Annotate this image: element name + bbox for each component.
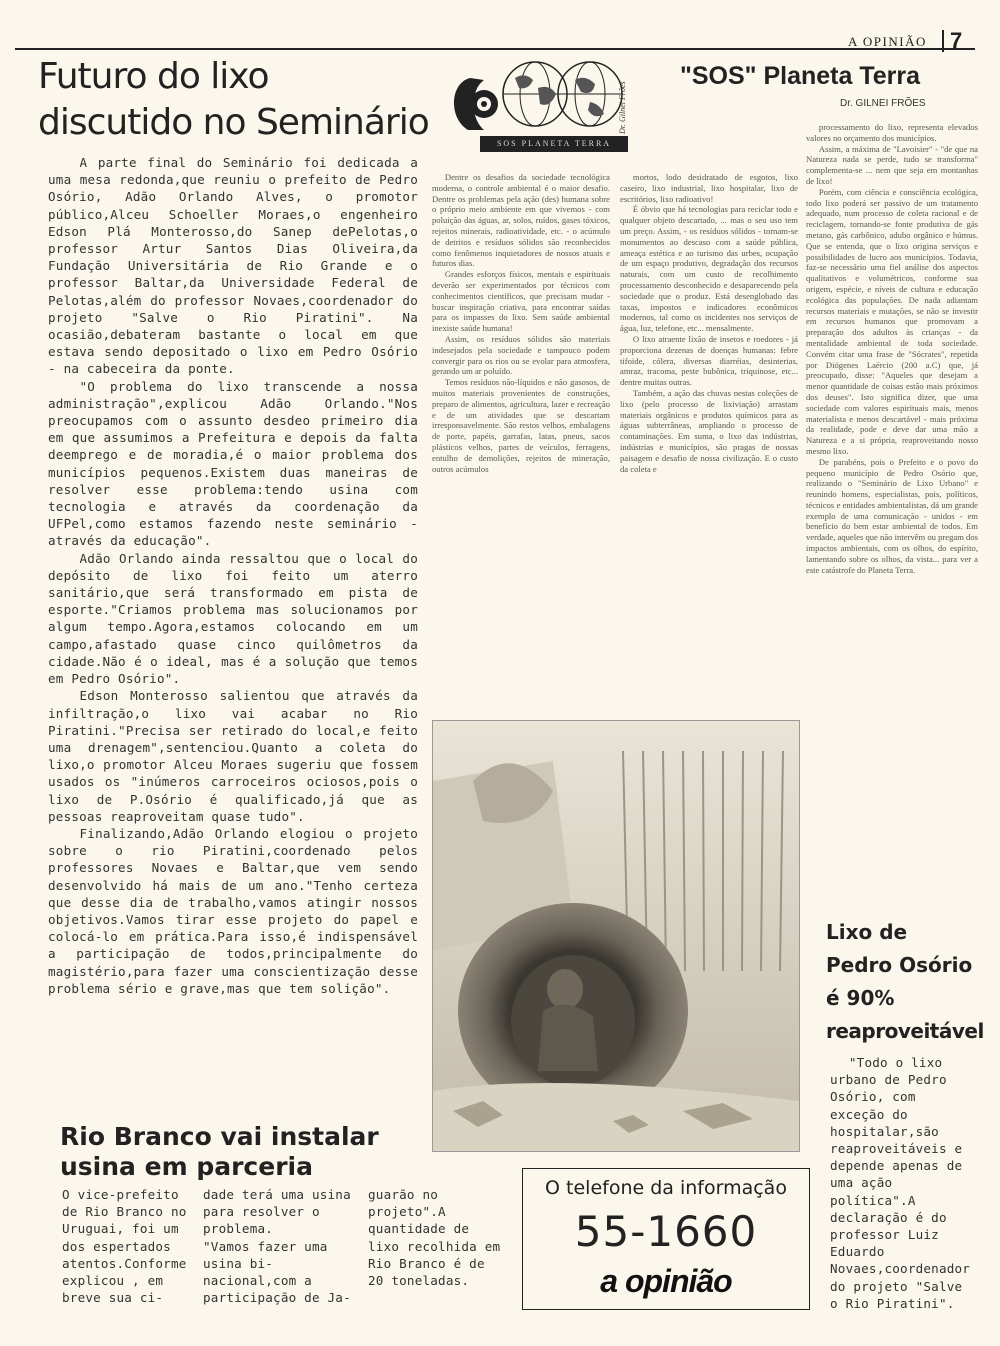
- sos-paragraph: processamento do lixo, representa elevados valores no orçamento dos municípios.: [806, 122, 978, 143]
- sos-paragraph: Também, a ação das chuvas nestas coleções de lixo (pelo processo de lixiviação) arrastam materiais orgânicos e produtos químicos para as águas subterrâneas, ampliando o processo de contaminações. Em suma, o lixo das indústrias, indústrias e municípios, são pragas de nossas paisagem e desafio de nossa civilização. E o custo da coleta e: [620, 387, 798, 474]
- main-headline-line2: discutido no Seminário: [38, 102, 429, 143]
- sos-paragraph: Temos resíduos não-líquidos e não gasosos, de muitos materiais provenientes de construções, preparo de alimentos, agricultura, lazer e recreação e de um atividades que se descartam irresponsavelmente. São restos velhos, embalagens de porte, papéis, garrafas, latas, pneus, sacos plásticos velhos, partes de veículos, ferragens, entulho de demolições, rejeitos de mineração, outros acúmulos: [432, 377, 610, 474]
- sidebar-headline-line4: reaproveitável: [826, 1019, 984, 1043]
- sidebar-headline-line3: é 90%: [826, 986, 895, 1010]
- sos-paragraph: Assim, os resíduos sólidos são materiais indesejados pela sociedade e tampouco podem convergir para os rios ou se evolar para atmosfera, gerando um ar poluído.: [432, 333, 610, 377]
- sos-column-1: [432, 172, 610, 714]
- ad-brand-logo: a opinião: [600, 1263, 732, 1299]
- sidebar-text: "Todo o lixo urbano de Pedro Osório, com exceção do hospitalar,são reaproveitáveis e depende apenas de uma ação política".A declaração é do professor Luiz Eduardo Novaes,coordenador do projeto "Salve o Rio Piratini".: [830, 1055, 971, 1311]
- ad-tagline: O telefone da informação: [545, 1177, 787, 1199]
- main-article-paragraph: Edson Monterosso salientou que através da infiltração,o lixo vai acabar no Rio Piratini."Precisa ser retirado do local,e feito uma drenagem",sentenciou.Quanto a coleta do lixo,o promotor Alceu Moraes sugeriu que fossem usados os "inúmeros carroceiros ociosos,pois o lixo de P.Osório é qualificado,já que as pessoas reaproveitam quase tudo".: [48, 688, 418, 824]
- rio-branco-column-1: O vice-prefeito de Rio Branco no Uruguai, foi um dos espertados atentos.Conforme explicou , em breve sua ci-: [62, 1187, 187, 1306]
- sos-column-3: [806, 122, 978, 878]
- sos-paragraph: Grandes esforços físicos, mentais e espirituais deverão ser experimentados por técnicos com conhecimentos científicos, que precisam mudar - buscar inspiração criativa, para encontrar saídas para os impasses do lixo. Sem saúde ambiental inexiste saúde humana!: [432, 269, 610, 334]
- main-article-paragraph: Adão Orlando ainda ressaltou que o local do depósito de lixo foi feito um aterro sanitário,que será transformado em pista de esporte."Criamos problema mas solucionamos por algum tempo.Agora,estamos colocando em um campo,afastado quase cinco quilômetros da cidade.Não é o ideal, mas é a solução que temos em Pedro Osório".: [48, 550, 418, 687]
- sos-paragraph: O lixo atraente lixão de insetos e roedores - já proporciona dezenas de doenças humanas: febre tifoide, cólera, diversas diarréias, desinterias, amraz, tracoma, peste bubônica, triquinose, etc... dentre muitas outras.: [620, 333, 798, 388]
- logo-side-text: Dr. Gilnei Frões: [618, 81, 627, 134]
- rio-branco-headline-line2: usina em parceria: [60, 1152, 313, 1181]
- sos-paragraph: Porém, com ciência e consciência ecológica, todo lixo poderá ser passivo de um tratamento adequado, num processo de coleta racional e de reciclagem, tornando-se fonte produtiva de gás metano, gás carbônico, adubo orgânico e húmus. Que se entenda, que o lixo origina serviços e possibilidades de lucro aos municípios. Todavia, faz-se necessário uma fiel análise dos aspectos qualitativos e volumétricos, conforme sua origem, espécie, e níveis de cultura e educação ecológica das populações. De nada adiantam recursos materiais e mutações, se não se investir em recursos humanos que promovam a preparação dos adultos às crianças - da mentalidade ambiental de toda sociedade. Convém citar uma frase de "Sócrates", repetida por Diógenes Laércio (200 a.C) que, já preocupado, disse: "Aqueles que desejam a menor quantidade de coisas estão mais próximos dos deuses". Isto significa dizer, que uma sociedade com valores espirituais mais, menos materialista e menos descartável - mais próxima da realidade, pode e deve dar uma mão a Natureza e a si própria, reaproveitando nosso mesmo lixo.: [806, 186, 978, 456]
- main-headline: [38, 54, 448, 146]
- rio-branco-column-3: guarão no projeto".A quantidade de lixo recolhida em Rio Branco é de 20 toneladas.: [368, 1187, 501, 1289]
- sos-headline: "SOS" Planeta Terra: [680, 62, 921, 90]
- main-article-paragraph: Finalizando,Adão Orlando elogiou o projeto sobre o rio Piratini,coordenado pelos professores Novaes e Baltar,que vem sendo desenvolvido há mais de um ano."Tenho certeza que desse dia de trabalho,vamos atingir nossos objetivos.Vamos tirar esse projeto do papel e colocá-lo em prática.Para isso,é indispensável a participação de todos,principalmente do magistério,para fazer uma conscientização desse problema sério e grave,mas que tem solição".: [48, 825, 418, 996]
- sidebar-headline-line2: Pedro Osório: [826, 953, 973, 977]
- sos-column-2: [620, 172, 798, 714]
- rio-branco-headline-line1: Rio Branco vai instalar: [60, 1122, 379, 1151]
- main-article-paragraph: "O problema do lixo transcende a nossa administração",explicou Adão Orlando."Nos preocupamos com o assunto desdeo primeiro dia em que assumimos a Prefeitura e depois da falta deemprego e de moradia,é o maior problema dos municípios pequenos.Existem duas maneiras de resolver esse problema:tendo usina com tecnologia e através da coordenação da UFPel,como estamos fazendo neste seminário - através da educação".: [48, 378, 418, 549]
- logo-caption: SOS PLANETA TERRA: [496, 139, 612, 148]
- newspaper-name: A OPINIÃO: [848, 34, 927, 49]
- page-number-divider: [942, 30, 944, 52]
- sos-paragraph: mortos, lodo desidratado de esgotos, lixo caseiro, lixo industrial, lixo hospitalar, lixo de escritórios, lixo radioativo!: [620, 172, 798, 204]
- telephone-ad: [522, 1168, 810, 1310]
- sos-paragraph: Dentre os desafios da sociedade tecnológica moderna, o controle ambiental é o maior desafio. Dentre os problemas pela ação (des) humana sobre o próprio meio ambiente em que vivemos - com poluição das águas, ar, solos, ruídos, gases tóxicos, rejeitos minerais, radioatividade, etc. - o acúmulo de detritos e resíduos sólidos são reconhecidos como fenômenos inquietadores de nossos atuais e futuros dias.: [432, 172, 610, 269]
- main-article-paragraph: A parte final do Seminário foi dedicada a uma mesa redonda,que reuniu o prefeito de Pedro Osório, Adão Orlando Alves, o promotor público,Alceu Schoeller Moraes,o engenheiro Edson Plá Monterosso,do Sanep dePelotas,o professor Artur Santos Dias Oliveira,da Fundação Universitária de Rio Grande e o professor Baltar,da Universidade Federal de Pelotas,além do professor Novaes,coordenador do projeto "Salve o Rio Piratini". Na ocasião,debateram bastante o local em que estava sendo depositado o lixo em Pedro Osório - na cabeceira da ponte.: [48, 155, 418, 377]
- news-photo: [432, 720, 800, 1152]
- sos-paragraph: É óbvio que há tecnologias para reciclar todo e qualquer objeto descartado, ... mas o seu uso tem um preço. Assim, - os resíduos sólidos - tornam-se monumentos ao descaso com a saúde pública, ameaça estética e ao turismo das urbes, ocupação de um espaço produtivo, degradação dos recursos naturais, com um custo de recolhimento processamento desconhecido e desaparecendo pela sociedade que o produz. Está desenglobado das taxas, impostos e indicadores econômicos modernos, tal como os incidentes nos serviços de água, luz, telefone, etc... mensalmente.: [620, 204, 798, 334]
- main-article-body: [48, 154, 418, 1116]
- sidebar-headline: [826, 916, 996, 1048]
- child-in-tire-photo: [433, 721, 799, 1151]
- sos-byline: Dr. GILNEI FRÕES: [840, 98, 926, 109]
- ad-phone-number: 55-1660: [574, 1207, 758, 1256]
- header-rule: [15, 48, 975, 50]
- header-bar: [840, 30, 980, 52]
- sos-paragraph: De parabéns, pois o Prefeito e o povo do pequeno município de Pedro Osório que, realizando o "Seminário de Lixo Urbano" e reunindo homens, especialistas, pois, políticos, técnicos e entidades ambientalistas, dá um grande exemplo de uma comunicação - unidos - em benefício do bem estar ambiental de todos. Em verdade, aqueles que não intervêm ou pregam dos impactos ambientais, com os olhos, do espírito, lamentando sobre os olhos, da vista... para ver a este catástrofe do Planeta Terra.: [806, 456, 978, 575]
- page-number: 7: [950, 28, 963, 53]
- sos-logo: [440, 58, 645, 158]
- rio-branco-column-2: dade terá uma usina para resolver o problema. "Vamos fazer uma usina bi-nacional,com a participação de Ja-: [203, 1187, 351, 1306]
- rio-branco-headline: [60, 1122, 440, 1182]
- sidebar-headline-line1: Lixo de: [826, 920, 908, 944]
- main-headline-line1: Futuro do lixo: [38, 56, 269, 97]
- sos-paragraph: Assim, a máxima de "Lavoisier" - "de que na Natureza nada se perde, tudo se transforma" complementa-se ... nem que seja em montanhas de lixo!: [806, 143, 978, 186]
